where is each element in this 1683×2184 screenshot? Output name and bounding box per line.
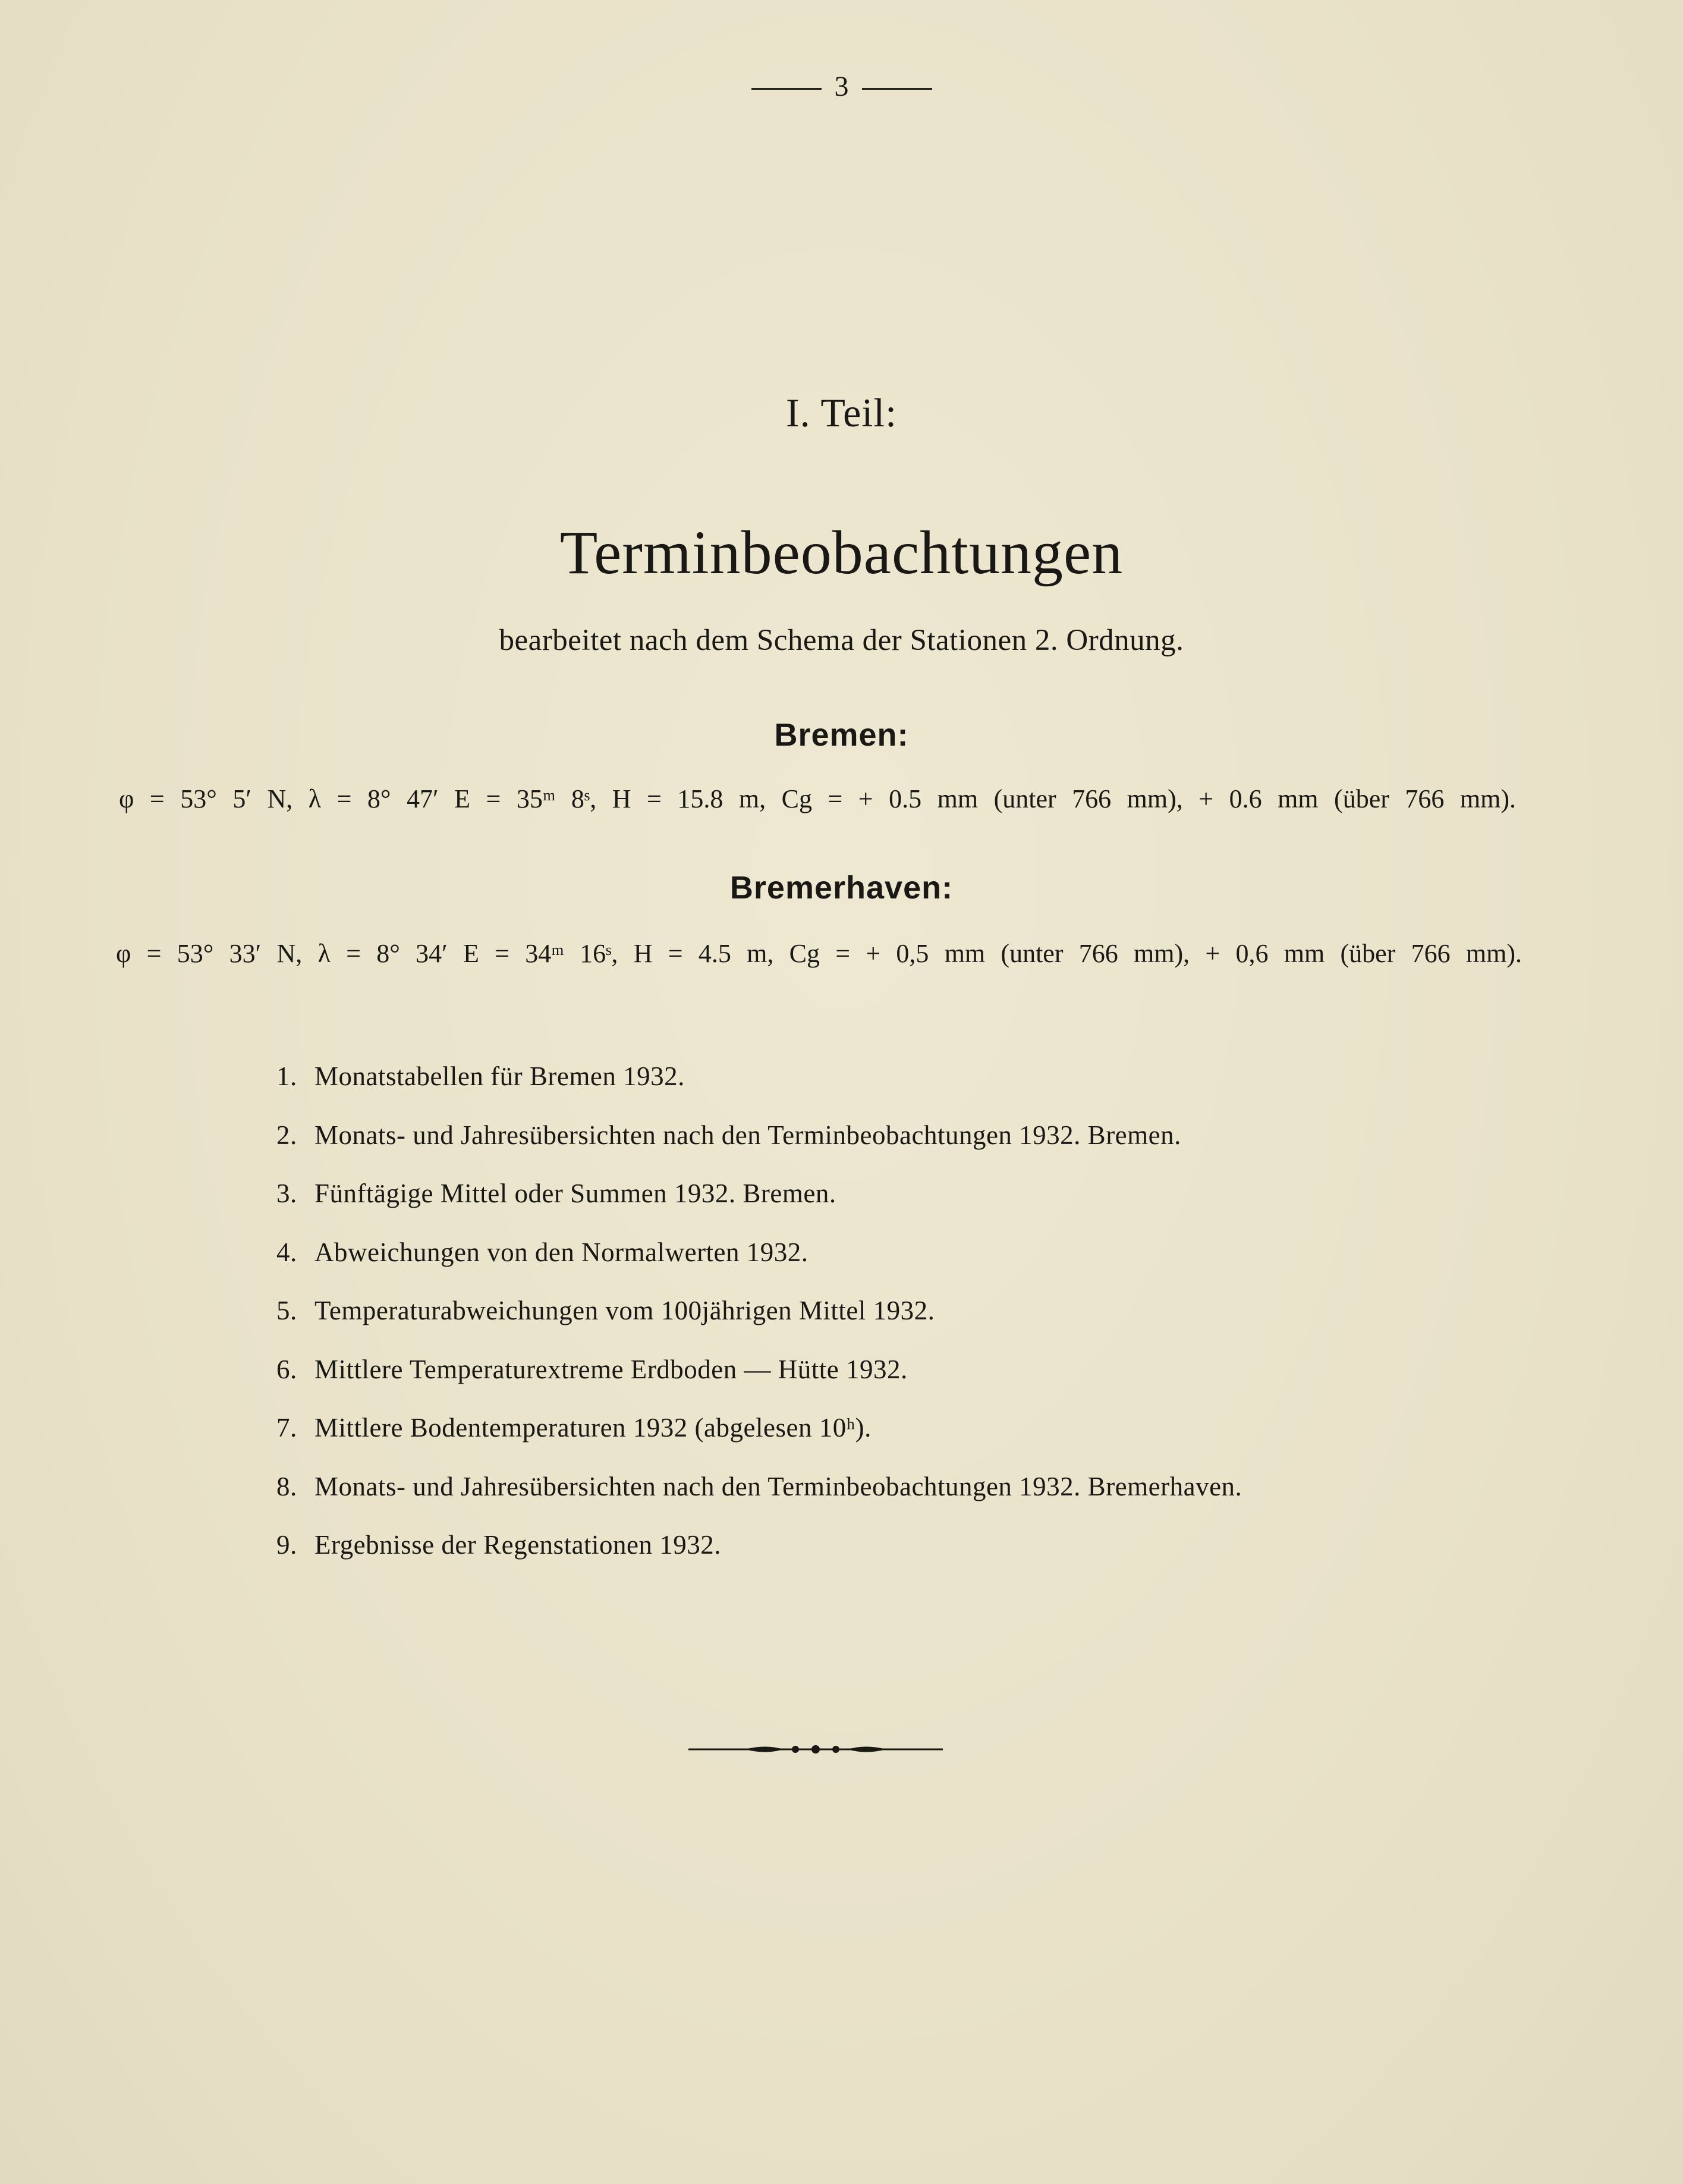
list-item-number: 1. bbox=[276, 1061, 297, 1091]
page-title: Terminbeobachtungen bbox=[559, 518, 1124, 587]
part-heading: I. Teil: bbox=[785, 390, 898, 435]
list-item-text: Fünftägige Mittel oder Summen 1932. Bremen. bbox=[314, 1179, 836, 1208]
list-item bbox=[276, 1469, 1242, 1528]
list-item-text: Abweichungen von den Normalwerten 1932. bbox=[314, 1237, 809, 1267]
contents-list bbox=[276, 1058, 1242, 1586]
list-item-number: 8. bbox=[276, 1471, 297, 1501]
page-number-line bbox=[0, 70, 1683, 103]
list-item-number: 7. bbox=[276, 1413, 297, 1443]
list-item-text: Mittlere Temperaturextreme Erdboden — Hütte 1932. bbox=[314, 1354, 908, 1384]
station-name-bremen: Bremen: bbox=[774, 717, 909, 753]
list-item-text: Temperaturabweichungen vom 100jährigen Mittel 1932. bbox=[314, 1296, 935, 1325]
list-item bbox=[276, 1410, 1242, 1469]
list-item bbox=[276, 1058, 1242, 1117]
station-coordinates-bremerhaven: φ = 53° 33′ N, λ = 8° 34′ E = 34ᵐ 16ˢ, H = 4.5 m, Cg = + 0,5 mm (unter 766 mm), + 0,6 mm (über 766 mm). bbox=[116, 939, 1522, 968]
page-number-dash-right bbox=[862, 88, 932, 90]
list-item-number: 2. bbox=[276, 1120, 297, 1150]
list-item-number: 5. bbox=[276, 1296, 297, 1325]
page-subtitle: bearbeitet nach dem Schema der Stationen 2. Ordnung. bbox=[499, 624, 1184, 657]
divider-flourish-icon bbox=[688, 1736, 943, 1762]
list-item bbox=[276, 1293, 1242, 1352]
page-number-dash-left bbox=[751, 88, 822, 90]
page-number: 3 bbox=[834, 71, 849, 102]
list-item-text: Monatstabellen für Bremen 1932. bbox=[314, 1061, 685, 1091]
list-item-number: 6. bbox=[276, 1354, 297, 1384]
list-item-text: Monats- und Jahresübersichten nach den Terminbeobachtungen 1932. Bremerhaven. bbox=[314, 1471, 1242, 1501]
list-item-text: Monats- und Jahresübersichten nach den Terminbeobachtungen 1932. Bremen. bbox=[314, 1120, 1181, 1150]
list-item bbox=[276, 1527, 1242, 1586]
station-name-bremerhaven: Bremerhaven: bbox=[729, 870, 954, 906]
list-item-number: 3. bbox=[276, 1179, 297, 1208]
list-item bbox=[276, 1234, 1242, 1293]
station-coordinates-bremen: φ = 53° 5′ N, λ = 8° 47′ E = 35ᵐ 8ˢ, H = 15.8 m, Cg = + 0.5 mm (unter 766 mm), + 0.6 mm (über 766 mm). bbox=[119, 784, 1516, 813]
list-item bbox=[276, 1352, 1242, 1410]
list-item-number: 4. bbox=[276, 1237, 297, 1267]
list-item-text: Ergebnisse der Regenstationen 1932. bbox=[314, 1530, 722, 1560]
list-item bbox=[276, 1117, 1242, 1176]
list-item-number: 9. bbox=[276, 1530, 297, 1560]
list-item-text: Mittlere Bodentemperaturen 1932 (abgelesen 10ʰ). bbox=[314, 1413, 872, 1443]
list-item bbox=[276, 1176, 1242, 1234]
